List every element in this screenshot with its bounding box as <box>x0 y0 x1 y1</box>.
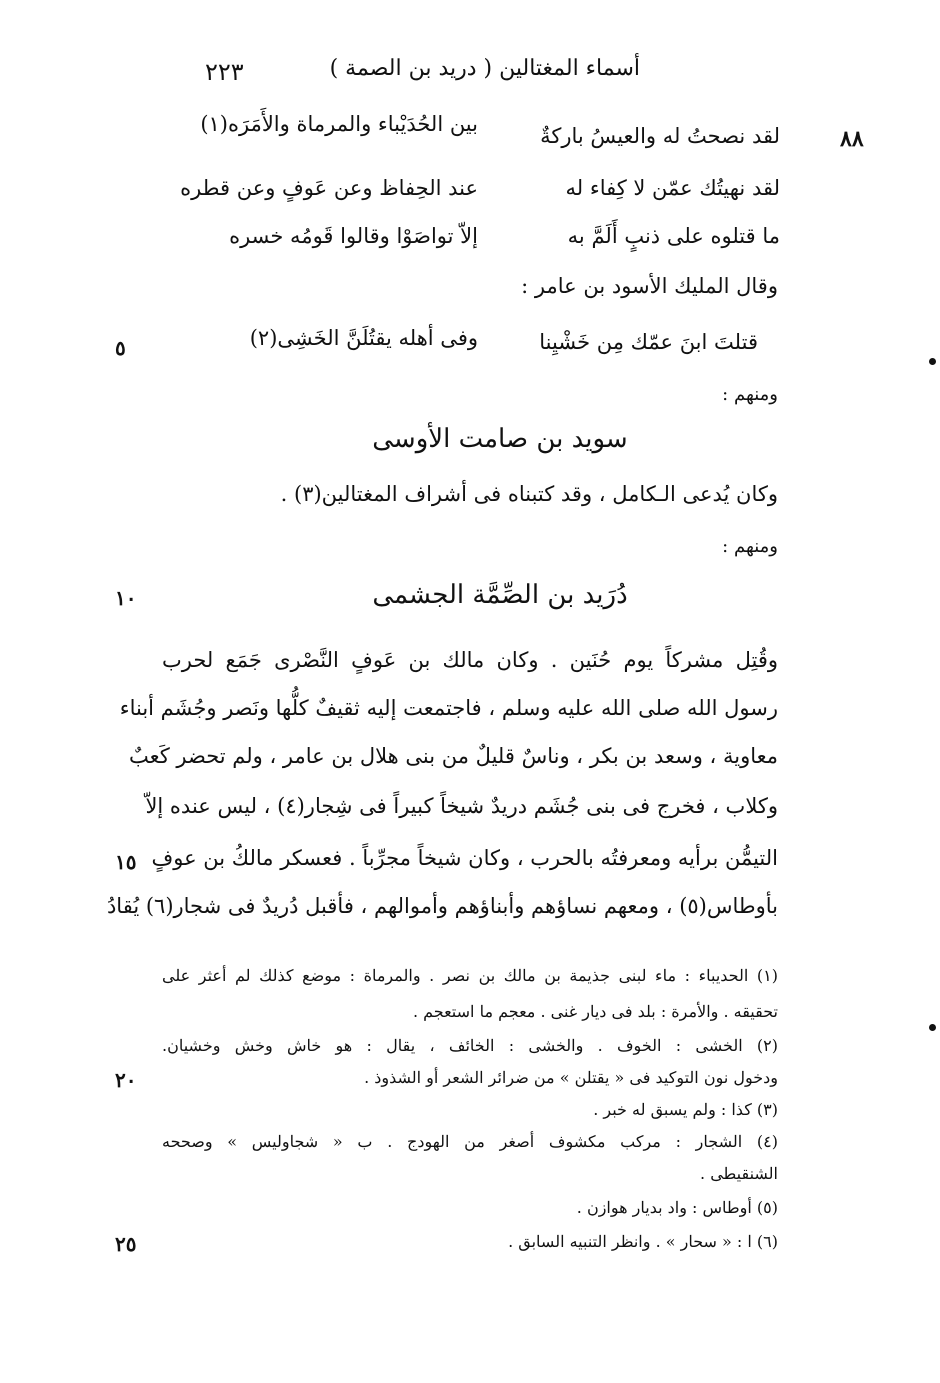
poem1-line1-second-hemistich: بين الحُدَيْباء والمرماة والأَمَرَه(١) <box>200 112 478 136</box>
footnote-2-line-2: ودخول نون التوكيد فى « يقتلن » من ضرائر الشعر أو الشذوذ . <box>364 1068 778 1087</box>
running-title: أسماء المغتالين ( دريد بن الصمة ) <box>329 56 640 81</box>
prose-line-5: التيمُّن برأيه ومعرفتُه بالحرب ، وكان شيخاً مجرِّباً . فعسكر مالكُ بن عوفٍ <box>151 846 778 870</box>
heading-durayd: دُرَيد بن الصِّمَّة الجشمى <box>372 580 628 610</box>
para-suwayd: وكان يُدعى الـكامل ، وقد كتبناه فى أشراف المغتالين(٣) . <box>280 482 778 506</box>
wa-minhum-1: ومنهم : <box>722 384 778 405</box>
footnote-3: (٣) كذا : ولم يسبق له خبر . <box>593 1100 778 1119</box>
prose-line-2: رسول الله صلى الله عليه وسلم ، فاجتمعت إليه ثقيفٌ كلُّها ونَصر وجُشَم أبناء <box>119 696 778 720</box>
prose-line-1: وقُتِل مشركاً يوم حُنَين . وكان مالك بن عَوفٍ النَّصْرى جَمَع لحرب <box>162 648 778 672</box>
poem1-line2-second-hemistich: عند الحِفاظ وعن عَوفٍ وعن قطره <box>180 176 478 200</box>
line-number-20: ٢٠ <box>115 1068 137 1092</box>
footnote-2-line-1: (٢) الخشى : الخوف . والخشى : الخائف ، يقال : هو خاش وخش وخشيان. <box>162 1036 778 1055</box>
scan-dot-mark <box>929 358 936 365</box>
prose-line-6: بأوطاس(٥) ، ومعهم نساؤهم وأبناؤهم وأموالهم ، فأقبل دُريدٌ فى شجار(٦) يُقادُ <box>106 894 778 918</box>
line-number-15: ١٥ <box>115 850 137 874</box>
footnote-1-line-2: تحقيقه . والأمرة : بلد فى ديار غنى . معجم ما استعجم . <box>412 1002 778 1021</box>
footnote-5: (٥) أوطاس : واد بديار هوازن . <box>576 1198 778 1217</box>
verse2-second-hemistich: وفى أهله يقتُلَنَّ الخَشِى(٢) <box>249 326 478 350</box>
page-number: ٢٢٣ <box>205 58 244 86</box>
poem1-line1-first-hemistich: لقد نصحتُ له والعيسُ باركةٌ <box>540 124 780 148</box>
line-number-5: ٥ <box>115 336 126 360</box>
prose-line-4: وكلاب ، فخرج فى بنى جُشَم دريدٌ شيخاً كبيراً فى شِجار(٤) ، ليس عنده إلاّ <box>145 794 778 818</box>
poem1-line3-second-hemistich: إلاّ تواصَوْا وقالوا قَومُه خسره <box>229 224 478 248</box>
poem1-line2-first-hemistich: لقد نهيتُك عمّن لا كِفاء له <box>565 176 780 200</box>
footnote-1-line-1: (١) الحديباء : ماء لبنى جذيمة بن مالك بن نصر . والمرماة : موضع كذلك لم أعثر على <box>162 966 778 985</box>
wa-minhum-2: ومنهم : <box>722 536 778 557</box>
footnote-6: (٦) ا : « سحار » . وانظر التنبيه السابق . <box>508 1232 778 1251</box>
footnote-4-line-2: الشنقيطى . <box>700 1164 778 1183</box>
verse2-first-hemistich: قتلتَ ابنَ عمّك مِن خَشْيِنا <box>539 330 758 354</box>
verse-number: ٨٨ <box>840 126 864 152</box>
prose-line-3: معاوية ، وسعد بن بكر ، وناسٌ قليلٌ من بنى هلال بن عامر ، ولم تحضر كَعبٌ <box>128 744 778 768</box>
poem1-line3-first-hemistich: ما قتلوه على ذنبٍ أَلَمَّ به <box>567 224 780 248</box>
scan-dot-mark <box>929 1024 936 1031</box>
heading-suwayd: سويد بن صامت الأوسى <box>372 424 628 454</box>
footnote-4-line-1: (٤) الشجار : مركب مكشوف أصغر من الهودج . ب « شجاوليس » وصححه <box>162 1132 778 1151</box>
line-number-25: ٢٥ <box>115 1232 137 1256</box>
intro-line: وقال المليك الأسود بن عامر : <box>521 274 778 298</box>
line-number-10: ١٠ <box>115 586 137 610</box>
